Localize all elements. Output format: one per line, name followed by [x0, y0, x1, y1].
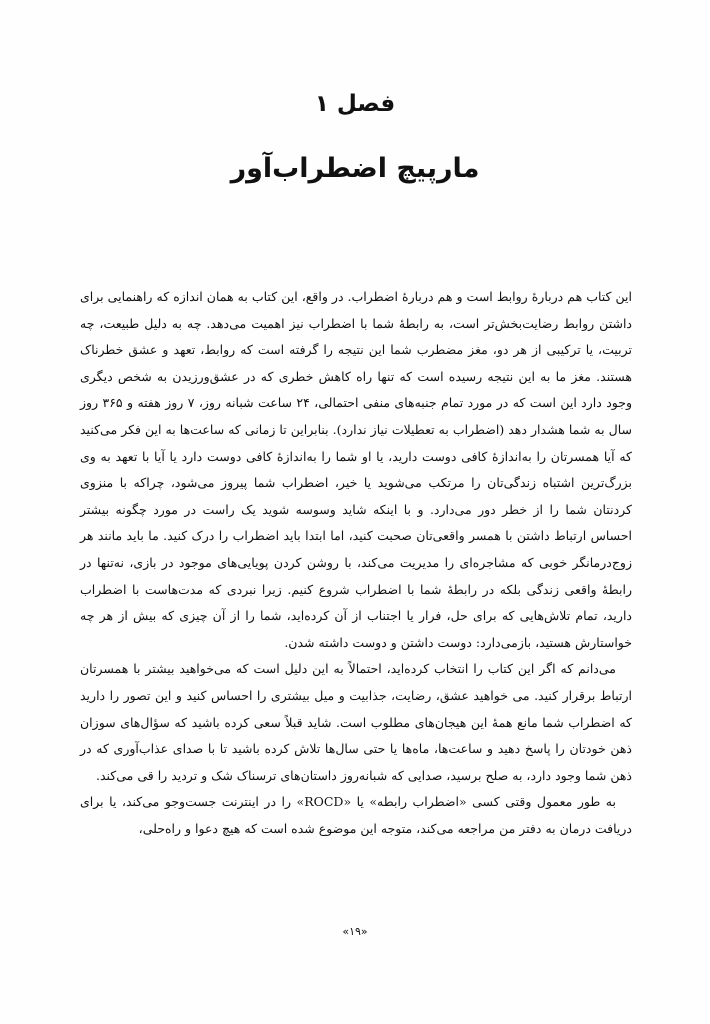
chapter-number: فصل ۱	[314, 91, 396, 117]
body-text	[80, 284, 632, 842]
paragraph-1: این کتاب هم دربارهٔ روابط است و هم دربارهٔ اضطراب. در واقع، این کتاب به همان اندازه که راهنمایی برای داشتن روابط رضایت‌بخش‌تر است، به رابطهٔ شما با اضطراب نیز اهمیت می‌دهد. چه به دلیل طبیعت، چه تربیت، یا ترکیبی از هر دو، مغز مضطرب شما این نتیجه را گرفته است که روابط، تعهد و عشق خطرناک هستند. مغز ما به این نتیجه رسیده است که تنها راه کاهش خطری که در عشق‌ورزیدن به شخص دیگری وجود دارد این است که در مورد تمام جنبه‌های منفی احتمالی، ۲۴ ساعت شبانه روز، ۷ روز هفته و ۳۶۵ روز سال به شما هشدار دهد (اضطراب به تعطیلات نیاز ندارد). بنابراین تا زمانی که ساعت‌ها به این فکر می‌کنید که آیا همسرتان را به‌اندازهٔ کافی دوست دارید، یا او شما را به‌اندازهٔ کافی دوست دارد یا آیا با تعهد به وی بزرگ‌ترین اشتباه زندگی‌تان را مرتکب می‌شوید یا خیر، اضطراب شما پیروز می‌شود، چراکه با منزوی کردنتان شما را از خطر دور می‌دارد. و با اینکه شاید وسوسه شوید یک راست در مورد چگونه بیشتر احساس ارتباط داشتن با همسر واقعی‌تان صحبت کنید، اما ابتدا باید اضطراب را درک کنید. ما باید مانند هر زوج‌درمانگر خوبی که مشاجره‌ای را مدیریت می‌کند، با روشن کردن پویایی‌های موجود در بازی، نه‌تنها در رابطهٔ واقعی زندگی بلکه در رابطهٔ شما با اضطراب شروع کنیم. زیرا نبردی که مدت‌هاست با اضطراب دارید، تمام تلاش‌هایی که برای حل، فرار یا اجتناب از آن کرده‌اید، شما را از آن چیزی که بیش از هر چه خواستارش هستید، بازمی‌دارد: دوست داشتن و دوست داشته شدن.	[80, 289, 632, 650]
paragraph-3: به طور معمول وقتی کسی «اضطراب رابطه» یا «ROCD» را در اینترنت جست‌وجو می‌کند، یا برای دریافت درمان به دفتر من مراجعه می‌کند، متوجه این موضوع شده است که هیچ دعوا و راه‌حلی،	[80, 794, 632, 836]
paragraph-2: می‌دانم که اگر این کتاب را انتخاب کرده‌اید، احتمالاً به این دلیل است که می‌خواهید بیشتر با همسرتان ارتباط برقرار کنید. می خواهید عشق، رضایت، جذابیت و میل بیشتری را احساس کنید و این تصور را دارید که اضطراب شما مانع همهٔ این هیجان‌های مطلوب است. شاید قبلاً سعی کرده باشید که سؤال‌های سوزان ذهن خودتان را پاسخ دهید و ساعت‌ها، ماه‌ها یا حتی سال‌ها تلاش کرده باشید تا با صدای عذاب‌آوری که در ذهن شما وجود دارد، به صلح برسید، صدایی که شبانه‌روز داستان‌های ترسناک شک و تردید را قی می‌کند.	[80, 661, 632, 783]
page-number: «۱۹»	[342, 925, 368, 938]
chapter-title: مارپیچ اضطراب‌آور	[230, 153, 480, 184]
